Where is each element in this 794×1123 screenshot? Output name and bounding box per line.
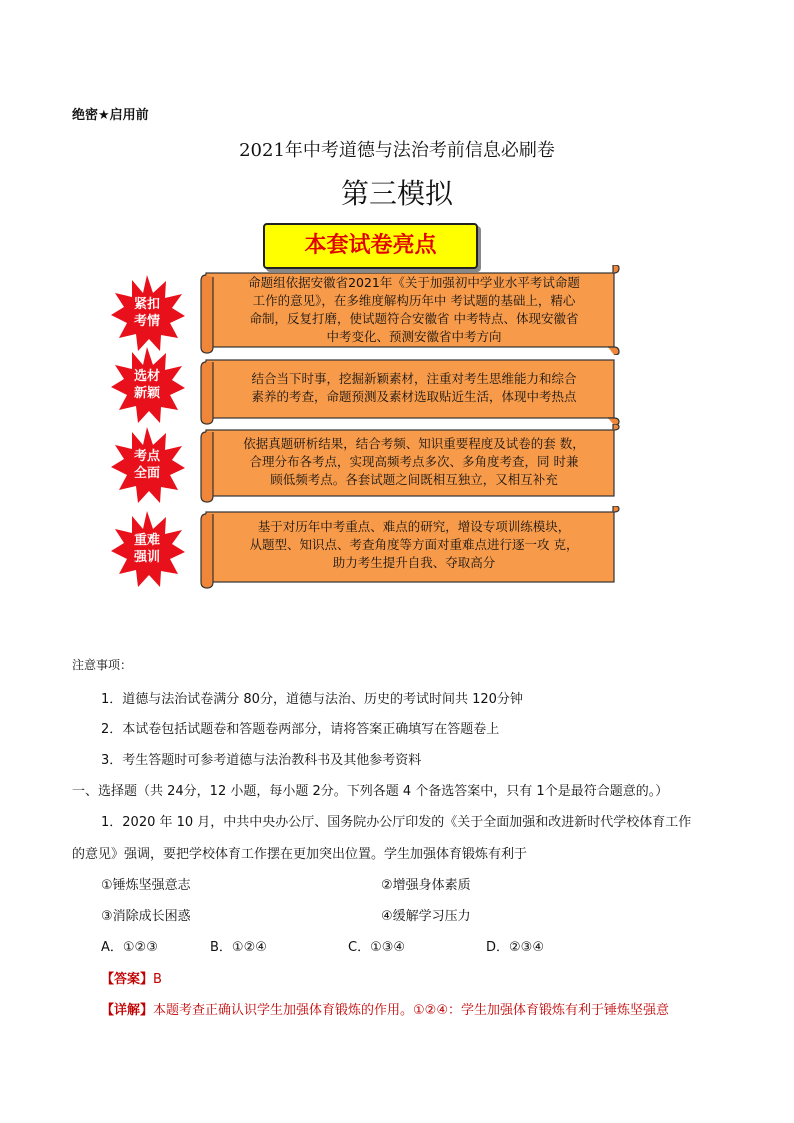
exam-title: 2021年中考道德与法治考前信息必刷卷 [239, 140, 555, 161]
star-label [108, 426, 186, 504]
badge-line: 考情 [133, 314, 160, 329]
scroll-text [216, 370, 612, 406]
option-statement: ④缓解学习压力 [381, 909, 471, 924]
note-item: 2．本试卷包括试题卷和答题卷两部分，请将答案正确填写在答题卷上 [101, 722, 500, 737]
note-item: 3．考生答题时可参考道德与法治教科书及其他参考资料 [101, 753, 422, 768]
scroll-panel [200, 265, 620, 355]
scroll-panel [200, 506, 620, 590]
star-badge [108, 274, 186, 352]
scroll-line: 合理分布各考点，实现高频考点多次、多角度考查，同 时兼 [249, 454, 579, 469]
choice-b: B．①②④ [210, 940, 267, 955]
option-statement: ②增强身体素质 [381, 878, 471, 893]
scroll-line: 顾低频考点。各套试题之间既相互独立，又相互补充 [270, 472, 558, 487]
badge-line: 新颖 [133, 386, 160, 401]
section-heading: 一、选择题（共 24分，12 小题，每小题 2分。下列各题 4 个备选答案中，只有 1个是最符合题意的。） [72, 784, 669, 799]
badge-line: 考点 [133, 449, 160, 464]
star-badge [108, 510, 186, 588]
option-statement: ①锤炼坚强意志 [101, 878, 191, 893]
detail-text: 本题考查正确认识学生加强体育锻炼的作用。①②④：学生加强体育锻炼有利于锤炼坚强意 [153, 1003, 669, 1018]
scroll-line: 工作的意见》，在多维度解构历年中 考试题的基础上，精心 [252, 293, 576, 308]
scroll-line: 中考变化、预测安徽省中考方向 [326, 329, 502, 344]
highlights-heading: 本套试卷亮点 [263, 223, 478, 269]
scroll-line: 基于对历年中考重点、难点的研究，增设专项训练模块， [257, 519, 571, 534]
scroll-line: 素养的考查，命题预测及素材选取贴近生活，体现中考热点 [251, 389, 577, 404]
choice-c: C．①③④ [348, 940, 406, 955]
badge-line: 紧扣 [133, 297, 160, 312]
choice-a: A．①②③ [101, 940, 158, 955]
scroll-panel [200, 424, 620, 504]
answer-line [101, 968, 162, 987]
star-label [108, 274, 186, 352]
question-stem: 的意见》强调，要把学校体育工作摆在更加突出位置。学生加强体育锻炼有利于 [72, 847, 528, 862]
star-label [108, 346, 186, 424]
star-label [108, 510, 186, 588]
choice-d: D．②③④ [486, 940, 544, 955]
scroll-text [216, 274, 612, 346]
notes-heading: 注意事项： [72, 658, 133, 672]
scroll-line: 命制，反复打磨，使试题符合安徽省 中考特点、体现安徽省 [249, 311, 579, 326]
question-stem: 1．2020 年 10 月，中共中央办公厅、国务院办公厅印发的《关于全面加强和改进新时代学校体育工作 [101, 815, 692, 830]
scroll-line: 命题组依据安徽省2021年《关于加强初中学业水平考试命题 [248, 275, 580, 290]
answer-value: B [153, 972, 162, 987]
detail-tag: 【详解】 [101, 1003, 154, 1018]
star-badge [108, 346, 186, 424]
badge-line: 选材 [133, 369, 160, 384]
scroll-line: 结合当下时事，挖掘新颖素材，注重对考生思维能力和综合 [251, 371, 577, 386]
scroll-line: 从题型、知识点、考查角度等方面对重难点进行逐一攻 克， [249, 537, 579, 552]
badge-line: 全面 [133, 466, 160, 481]
scroll-line: 助力考生提升自我、夺取高分 [332, 555, 496, 570]
detail-line [101, 999, 669, 1018]
note-item: 1．道德与法治试卷满分 80分，道德与法治、历史的考试时间共 120分钟 [101, 692, 523, 707]
exam-subtitle: 第三模拟 [340, 177, 453, 210]
scroll-text [216, 518, 612, 572]
star-badge [108, 426, 186, 504]
badge-line: 强训 [133, 550, 160, 565]
option-statement: ③消除成长困惑 [101, 909, 191, 924]
scroll-text [216, 435, 612, 489]
scroll-panel [200, 354, 620, 426]
answer-tag: 【答案】 [101, 972, 154, 987]
badge-line: 重难 [133, 533, 160, 548]
scroll-line: 依据真题研析结果，结合考频、知识重要程度及试卷的套 数， [243, 436, 585, 451]
confidential-mark: 绝密★启用前 [72, 108, 149, 123]
